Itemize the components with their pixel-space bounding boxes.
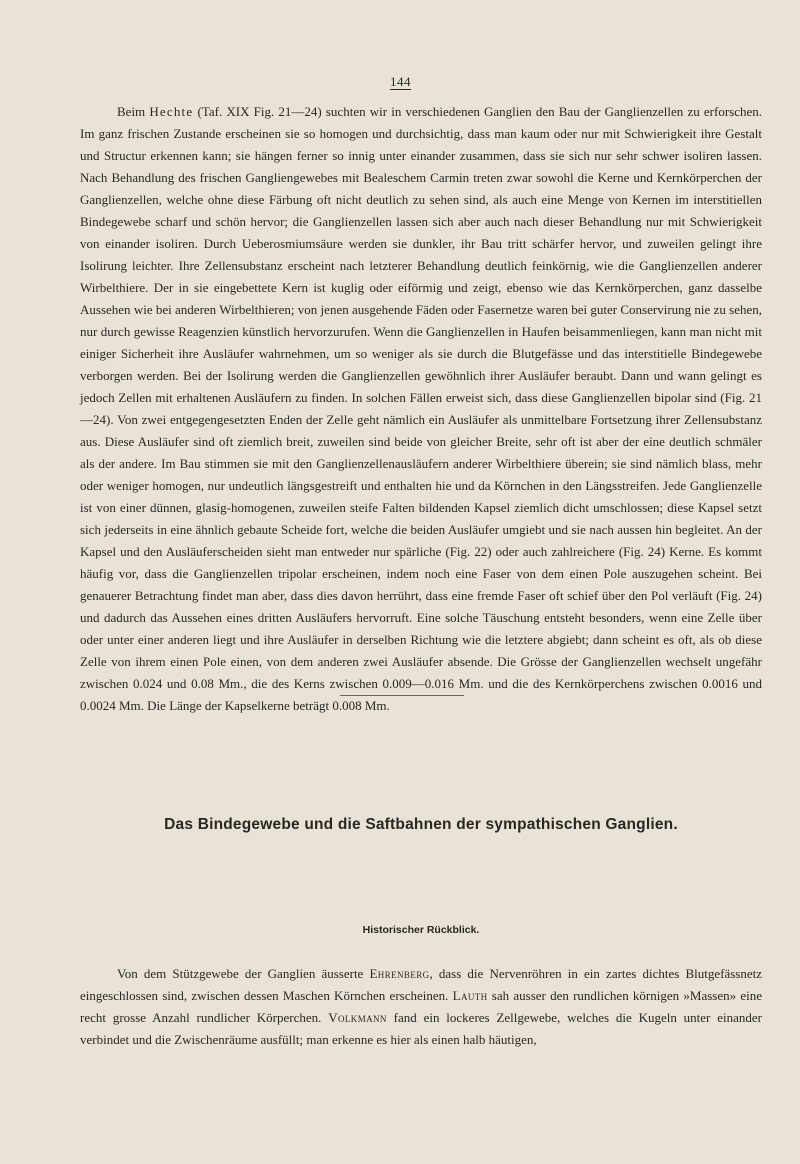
text-run: fand ein lockeres Zellgewebe, welches die Kugeln unter einander verbindet und die Zwischenräume ausfüllt; man erkenne es hier als einen halb häutigen, (80, 1010, 762, 1047)
text-run: sah ausser den rundlichen körnigen »Massen» eine recht grosse Anzahl rundlicher Körperchen. (80, 988, 762, 1025)
page-number: 144 (390, 74, 411, 89)
section-title: Das Bindegewebe und die Saftbahnen der sympathischen Ganglien. (164, 816, 678, 833)
subsection-title: Historischer Rückblick. (362, 924, 480, 936)
body-text-section-1 (80, 101, 762, 717)
species-name: Hechte (149, 104, 194, 119)
text-run: Beim (117, 104, 150, 119)
section-divider (340, 695, 464, 696)
text-run: Von dem Stützgewebe der Ganglien äusserte (117, 966, 370, 981)
text-run: , dass die Nervenröhren in ein zartes dichtes Blutgefässnetz eingeschlossen sind, zwischen dessen Maschen Körnchen erscheinen. (80, 966, 762, 1003)
author-name: Lauth (452, 988, 488, 1003)
text-run: (Taf. XIX Fig. 21—24) suchten wir in verschiedenen Ganglien den Bau der Ganglienzellen zu erforschen. Im ganz frischen Zustande erscheinen sie so homogen und durchsichtig, dass man kaum oder nur mit Schwierigkeit ihre Gestalt und Structur erkennen kann; sie hängen ferner so innig unter einander zusammen, dass sie sich nur sehr schwer isoliren lassen. Nach Behandlung des frischen Gangliengewebes mit Bealeschem Carmin treten zwar sowohl die Kerne und Kernkörperchen der Ganglienzellen, welche ohne diese Färbung oft nicht deutlich zu sehen sind, als auch eine Menge von Kernen im interstitiellen Bindegewebe scharf und schön hervor; die Ganglienzellen lassen sich aber auch nach dieser Behandlung nur mit Schwierigkeit von einander isoliren. Durch Ueberosmiumsäure werden sie dunkler, ihr Bau tritt schärfer hervor, und zuweilen gelingt ihre Isolirung leichter. Ihre Zellensubstanz erscheint nach letzterer Behandlung deutlich feinkörnig, wie die Ganglienzellen anderer Wirbelthiere. Der in sie eingebettete Kern ist kuglig oder eiförmig und zeigt, ebenso wie das Kernkörperchen, ganz dasselbe Aussehen wie bei anderen Wirbelthieren; von jenen ausgehende Fäden oder Fasernetze waren bei guter Conservirung nie zu sehen, nur durch gewisse Reagenzien künstlich hervorzurufen. Wenn die Ganglienzellen in Haufen beisammenliegen, kann man nicht mit einiger Sicherheit ihre Ausläufer wahrnehmen, um so weniger als sie durch die Blutgefässe und das interstitielle Bindegewebe verborgen werden. Bei der Isolirung werden die Ganglienzellen gewöhnlich ihrer Ausläufer beraubt. Dann und wann gelingt es jedoch Zellen mit erhaltenen Ausläufern zu finden. In solchen Fällen erweist sich, dass diese Ganglienzellen bipolar sind (Fig. 21—24). Von zwei entgegengesetzten Enden der Zelle geht nämlich ein Ausläufer als unmittelbare Fortsetzung ihrer Zellensubstanz aus. Diese Ausläufer sind oft ziemlich breit, zuweilen sind beide von gleicher Breite, sehr oft ist aber der eine deutlich schmäler als der andere. Im Bau stimmen sie mit den Ganglienzellenausläufern anderer Wirbelthiere überein; sie sind nämlich blass, mehr oder weniger homogen, nur undeutlich längsgestreift und enthalten hie und da Körnchen in den Längsstreifen. Jede Ganglienzelle ist von einer dünnen, glasig-homogenen, zuweilen steife Falten bildenden Kapsel ziemlich dicht umschlossen; diese Kapsel setzt sich jederseits in eine ähnlich gebaute Scheide fort, welche die beiden Ausläufer umgiebt und sie nach aussen hin begleitet. An der Kapsel und den Ausläuferscheiden sieht man entweder nur spärliche (Fig. 22) oder auch zahlreichere (Fig. 24) Kerne. Es kommt häufig vor, dass die Ganglienzellen tripolar erscheinen, indem noch eine Faser von dem einen Pole auszugehen scheint. Bei genauerer Betrachtung findet man aber, dass dies davon herrührt, dass eine fremde Faser oft schief über den Pol verläuft (Fig. 24) und dadurch das Aussehen eines dritten Ausläufers hervorruft. Eine solche Täuschung entsteht besonders, wenn eine Zelle über oder unter einer anderen liegt und ihre Ausläufer in derselben Richtung wie die letztere abgiebt; dann scheint es oft, als ob diese Zelle von ihrem einen Pole einen, von dem anderen zwei Ausläufer absende. Die Grösse der Ganglienzellen wechselt ungefähr zwischen 0.024 und 0.08 Mm., die des Kerns zwischen 0.009—0.016 Mm. und die des Kernkörperchens zwischen 0.0016 und 0.0024 Mm. Die Länge der Kapselkerne beträgt 0.008 Mm. (80, 104, 762, 713)
author-name: Volkmann (328, 1010, 387, 1025)
body-text-section-2 (80, 963, 762, 1051)
paragraph (80, 963, 762, 1051)
author-name: Ehrenberg (369, 966, 430, 981)
paragraph (80, 101, 762, 717)
